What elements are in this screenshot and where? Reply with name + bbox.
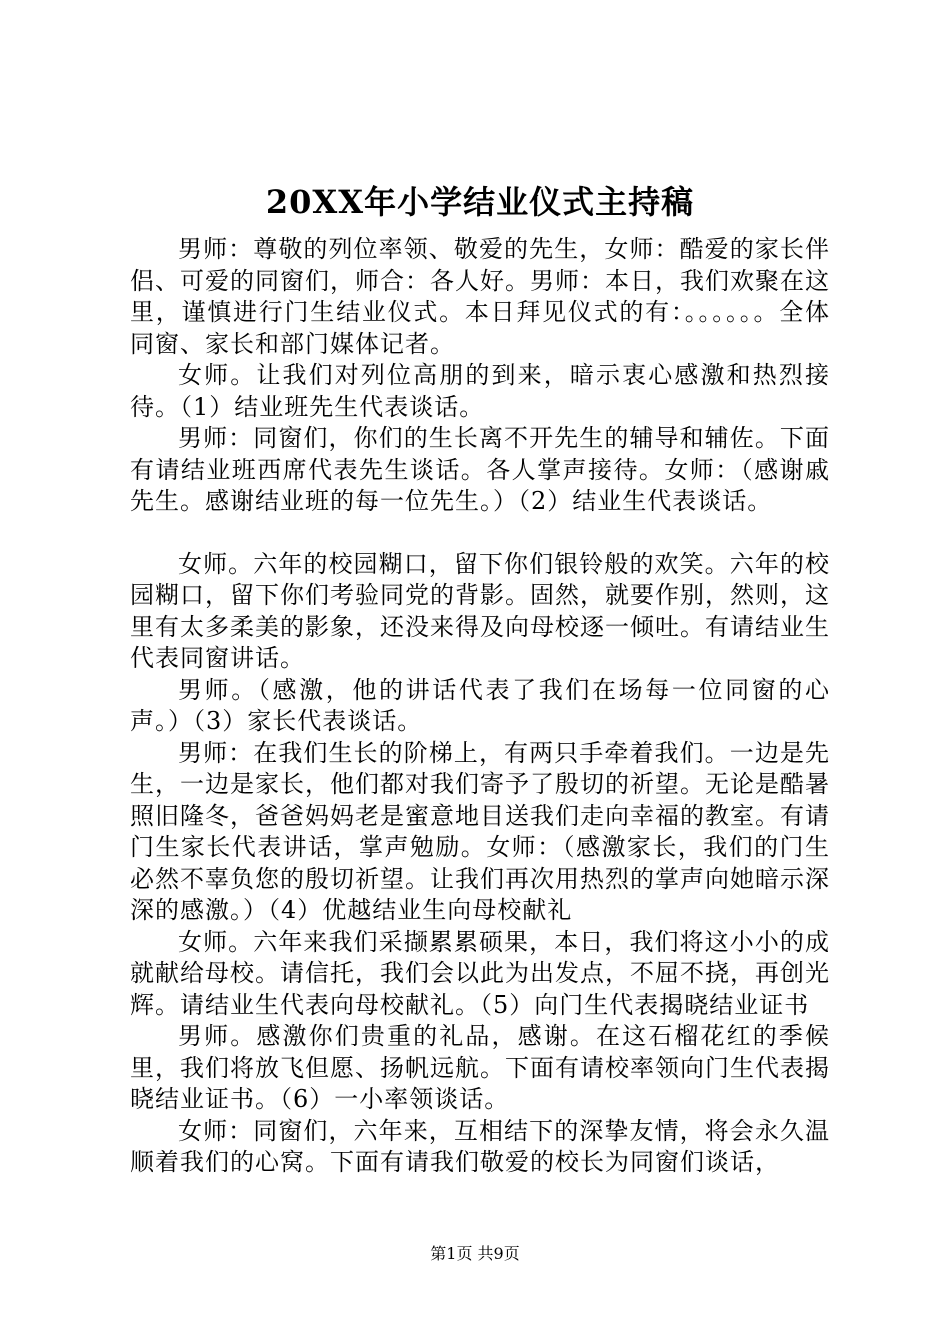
document-title: 20XX年小学结业仪式主持稿 (265, 183, 695, 221)
page-number-label: 第1页 共9页 (430, 1244, 520, 1263)
paragraph-1: 男师：尊敬的列位率领、敬爱的先生，女师：酷爱的家长伴侣、可爱的同窗们，师合：各人好。男师：本日，我们欢聚在这里，谨慎进行门生结业仪式。本日拜见仪式的有：。。。。。。全体同窗、家长和部门媒体记者。 (130, 235, 830, 358)
paragraph-7: 女师。六年来我们采撷累累硕果，本日，我们将这小小的成就献给母校。请信托，我们会以此为出发点，不屈不挠，再创光辉。请结业生代表向母校献礼。（5）向门生代表揭晓结业证书 (130, 927, 830, 1019)
page-footer (0, 1242, 950, 1266)
paragraph-5: 男师。（感激，他的讲话代表了我们在场每一位同窗的心声。）（3）家长代表谈话。 (130, 675, 830, 735)
paragraph-4: 女师。六年的校园糊口，留下你们银铃般的欢笑。六年的校园糊口，留下你们考验同党的背影。固然，就要作别，然则，这里有太多柔美的影象，还没来得及向母校逐一倾吐。有请结业生代表同窗讲话。 (130, 549, 830, 672)
paragraph-3: 男师：同窗们，你们的生长离不开先生的辅导和辅佐。下面有请结业班西席代表先生谈话。各人掌声接待。女师：（感谢戚先生。感谢结业班的每一位先生。）（2）结业生代表谈话。 (130, 424, 830, 515)
paragraph-9: 女师：同窗们，六年来，互相结下的深挚友情，将会永久温顺着我们的心窝。下面有请我们敬爱的校长为同窗们谈话， (130, 1116, 830, 1176)
paragraph-8: 男师。感激你们贵重的礼品，感谢。在这石榴花红的季候里，我们将放飞但愿、扬帆远航。下面有请校率领向门生代表揭晓结业证书。（6）一小率领谈话。 (130, 1022, 830, 1113)
paragraph-6: 男师：在我们生长的阶梯上，有两只手牵着我们。一边是先生，一边是家长，他们都对我们寄予了殷切的祈望。无论是酷暑照旧隆冬，爸爸妈妈老是蜜意地目送我们走向幸福的教室。有请门生家长代表讲话，掌声勉励。女师：（感激家长，我们的门生必然不辜负您的殷切祈望。让我们再次用热烈的掌声向她暗示深深的感激。）（4）优越结业生向母校献礼 (130, 738, 830, 924)
document-body (130, 234, 830, 1179)
paragraph-2: 女师。让我们对列位高朋的到来，暗示衷心感激和热烈接待。（1）结业班先生代表谈话。 (130, 361, 830, 421)
